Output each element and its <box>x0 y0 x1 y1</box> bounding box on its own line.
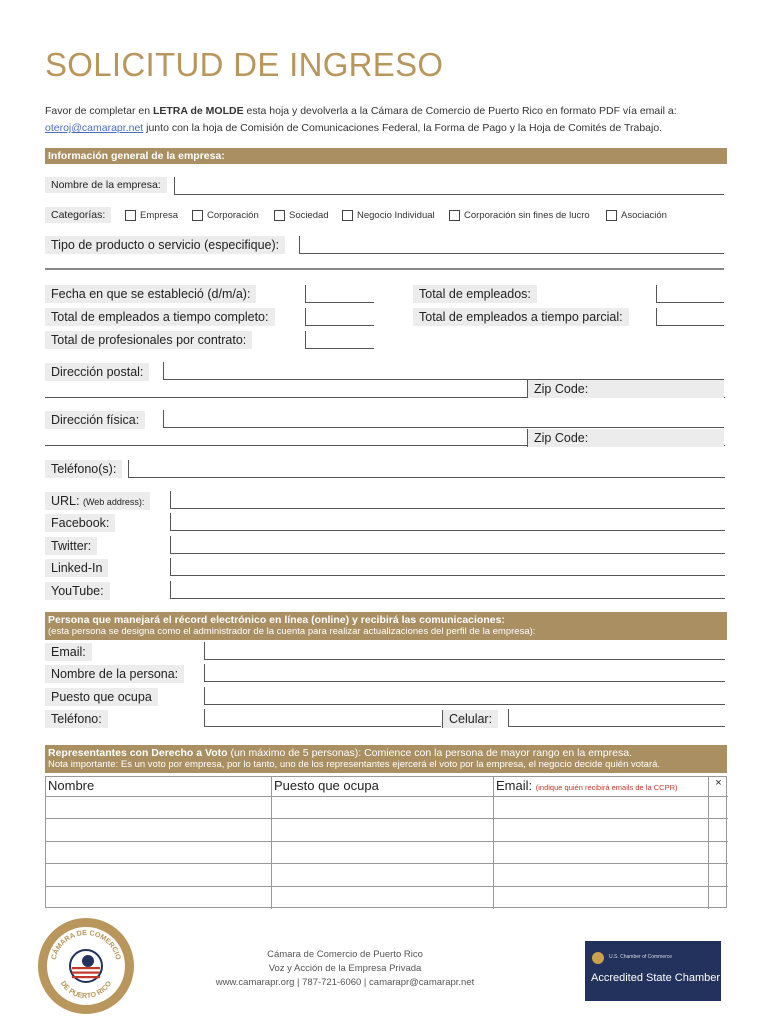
facebook-label: Facebook: <box>45 514 115 532</box>
badge-small-text: U.S. Chamber of Commerce <box>609 954 673 960</box>
badge-text: Accredited State Chamber <box>591 972 721 984</box>
url-field[interactable] <box>170 491 725 509</box>
seal-text-top: CÁMARA DE COMERCIO <box>48 927 124 961</box>
youtube-field[interactable] <box>170 581 725 599</box>
fulltime-employees-label: Total de empleados a tiempo completo: <box>45 308 275 326</box>
section-general-heading: Información general de la empresa: <box>45 148 727 164</box>
intro-part-2: esta hoja y devolverla a la Cámara de Comercio de Puerto Rico en formato PDF vía email a: <box>243 105 677 117</box>
accredited-chamber-badge <box>585 941 721 1001</box>
intro-email-link[interactable]: oteroj@camarapr.net <box>45 122 144 134</box>
rep-vote-cell[interactable] <box>709 797 728 819</box>
rep-vote-cell[interactable] <box>709 842 728 864</box>
rep-position-cell[interactable] <box>272 842 494 864</box>
checkbox-label: Negocio Individual <box>357 210 435 221</box>
parttime-employees-label: Total de empleados a tiempo parcial: <box>413 308 629 326</box>
phones-field[interactable] <box>128 460 725 478</box>
checkbox-label: Sociedad <box>289 210 329 221</box>
checkbox-negocio-individual[interactable] <box>342 210 435 221</box>
section-voting-reps-heading <box>45 745 727 773</box>
rep-vote-cell[interactable] <box>709 887 728 909</box>
checkbox-label: Empresa <box>140 210 179 221</box>
footer-line-1: Cámara de Comercio de Puerto Rico <box>267 949 423 960</box>
us-chamber-emblem-icon <box>592 952 604 964</box>
voting-reps-table <box>45 776 727 908</box>
contact-name-field[interactable] <box>204 664 725 682</box>
checkbox-label: Corporación <box>207 210 259 221</box>
product-service-field[interactable] <box>299 236 724 254</box>
founded-date-label: Fecha en que se estableció (d/m/a): <box>45 285 256 303</box>
seal-icon <box>47 927 125 1005</box>
company-name-field[interactable] <box>174 177 724 195</box>
total-employees-label: Total de empleados: <box>413 285 537 303</box>
col-header-name: Nombre <box>46 777 272 797</box>
rep-email-cell[interactable] <box>494 819 709 841</box>
company-name-label: Nombre de la empresa: <box>45 177 167 193</box>
col-email-text: Email: <box>496 778 533 793</box>
checkbox-sociedad[interactable] <box>274 210 329 221</box>
rep-name-cell[interactable] <box>46 819 272 841</box>
url-label <box>45 492 150 510</box>
rep-email-cell[interactable] <box>494 887 709 909</box>
postal-address-label: Dirección postal: <box>45 363 149 381</box>
contact-name-label: Nombre de la persona: <box>45 665 184 683</box>
parttime-employees-field[interactable] <box>656 308 724 326</box>
postal-address-field[interactable] <box>163 362 724 380</box>
contact-email-field[interactable] <box>204 642 725 660</box>
checkbox-asociacion[interactable] <box>606 210 667 221</box>
intro-text <box>45 103 735 137</box>
rep-name-cell[interactable] <box>46 864 272 886</box>
rep-email-cell[interactable] <box>494 864 709 886</box>
online-contact-subheading: (esta persona se designa como el administrador de la cuenta para realizar actualizaciones del perfil de la empresa): <box>48 626 536 637</box>
zip-code-label: Zip Code: <box>527 380 724 398</box>
checkbox-box[interactable] <box>274 210 285 221</box>
voting-note: Nota importante: Es un voto por empresa, por lo tanto, uno de los representantes ejercerá el voto por la empresa, el negocio decide quién votará. <box>48 759 661 770</box>
rep-position-cell[interactable] <box>272 819 494 841</box>
intro-bold: LETRA de MOLDE <box>152 105 244 117</box>
contract-professionals-field[interactable] <box>305 331 374 349</box>
youtube-label: YouTube: <box>45 582 110 600</box>
physical-address-label: Dirección física: <box>45 411 145 429</box>
checkbox-box[interactable] <box>342 210 353 221</box>
contact-phone-field[interactable] <box>204 709 441 727</box>
checkbox-box[interactable] <box>192 210 203 221</box>
contract-professionals-label: Total de profesionales por contrato: <box>45 331 252 349</box>
rep-vote-cell[interactable] <box>709 864 728 886</box>
footer-contact <box>200 948 490 990</box>
footer-line-3: www.camarapr.org | 787-721-6060 | camarapr@camarapr.net <box>215 977 475 988</box>
intro-part-1: Favor de completar en <box>45 105 153 117</box>
col-header-email <box>494 777 709 797</box>
twitter-label: Twitter: <box>45 537 97 555</box>
rep-position-cell[interactable] <box>272 887 494 909</box>
total-employees-field[interactable] <box>656 285 724 303</box>
fulltime-employees-field[interactable] <box>305 308 374 326</box>
rep-position-cell[interactable] <box>272 797 494 819</box>
col-email-note: (indique quién recibirá emails de la CCPR) <box>535 783 678 792</box>
voting-heading-rest: (un máximo de 5 personas): Comience con la persona de mayor rango en la empresa. <box>227 747 632 759</box>
rep-email-cell[interactable] <box>494 797 709 819</box>
footer-line-2: Voz y Acción de la Empresa Privada <box>268 963 422 974</box>
rep-email-cell[interactable] <box>494 842 709 864</box>
facebook-field[interactable] <box>170 513 725 531</box>
chamber-seal-logo <box>38 918 134 1014</box>
intro-part-3: junto con la hoja de Comisión de Comunicaciones Federal, la Forma de Pago y la Hoja de Comités de Trabajo. <box>143 122 663 134</box>
checkbox-empresa[interactable] <box>125 210 178 221</box>
rep-name-cell[interactable] <box>46 842 272 864</box>
url-label-text: URL: <box>51 494 80 508</box>
checkbox-box[interactable] <box>606 210 617 221</box>
voting-heading-bold: Representantes con Derecho a Voto <box>48 747 228 759</box>
checkbox-corporacion[interactable] <box>192 210 259 221</box>
page-title: SOLICITUD DE INGRESO <box>45 46 444 83</box>
checkbox-sin-fines-de-lucro[interactable] <box>449 210 590 221</box>
twitter-field[interactable] <box>170 536 725 554</box>
checkbox-label: Corporación sin fines de lucro <box>464 210 590 221</box>
contact-email-label: Email: <box>45 643 92 661</box>
physical-address-field[interactable] <box>163 410 724 428</box>
checkbox-label: Asociación <box>621 210 667 221</box>
checkbox-box[interactable] <box>125 210 136 221</box>
phones-label: Teléfono(s): <box>45 460 122 478</box>
col-header-position: Puesto que ocupa <box>272 777 494 797</box>
contact-position-field[interactable] <box>204 687 725 705</box>
product-service-label: Tipo de producto o servicio (especifique): <box>45 236 285 254</box>
contact-cell-label: Celular: <box>442 710 498 728</box>
categories-label: Categorías: <box>45 207 111 223</box>
rep-name-cell[interactable] <box>46 797 272 819</box>
checkbox-box[interactable] <box>449 210 460 221</box>
rep-name-cell[interactable] <box>46 887 272 909</box>
rep-position-cell[interactable] <box>272 864 494 886</box>
url-note: (Web address): <box>82 497 145 507</box>
section-divider <box>45 268 724 270</box>
online-contact-heading-text: Persona que manejará el récord electrónico en línea (online) y recibirá las comunicaciones: <box>48 614 505 626</box>
col-header-x: × <box>709 777 728 797</box>
zip-code-2-label: Zip Code: <box>527 429 724 447</box>
section-online-contact-heading <box>45 612 727 640</box>
seal-text-bottom: DE PUERTO RICO <box>58 979 114 1001</box>
rep-vote-cell[interactable] <box>709 819 728 841</box>
contact-phone-label: Teléfono: <box>45 710 108 728</box>
founded-date-field[interactable] <box>305 285 374 303</box>
contact-position-label: Puesto que ocupa <box>45 688 158 706</box>
linkedin-field[interactable] <box>170 558 725 576</box>
contact-cell-field[interactable] <box>508 709 725 727</box>
linkedin-label: Linked-In <box>45 559 108 577</box>
